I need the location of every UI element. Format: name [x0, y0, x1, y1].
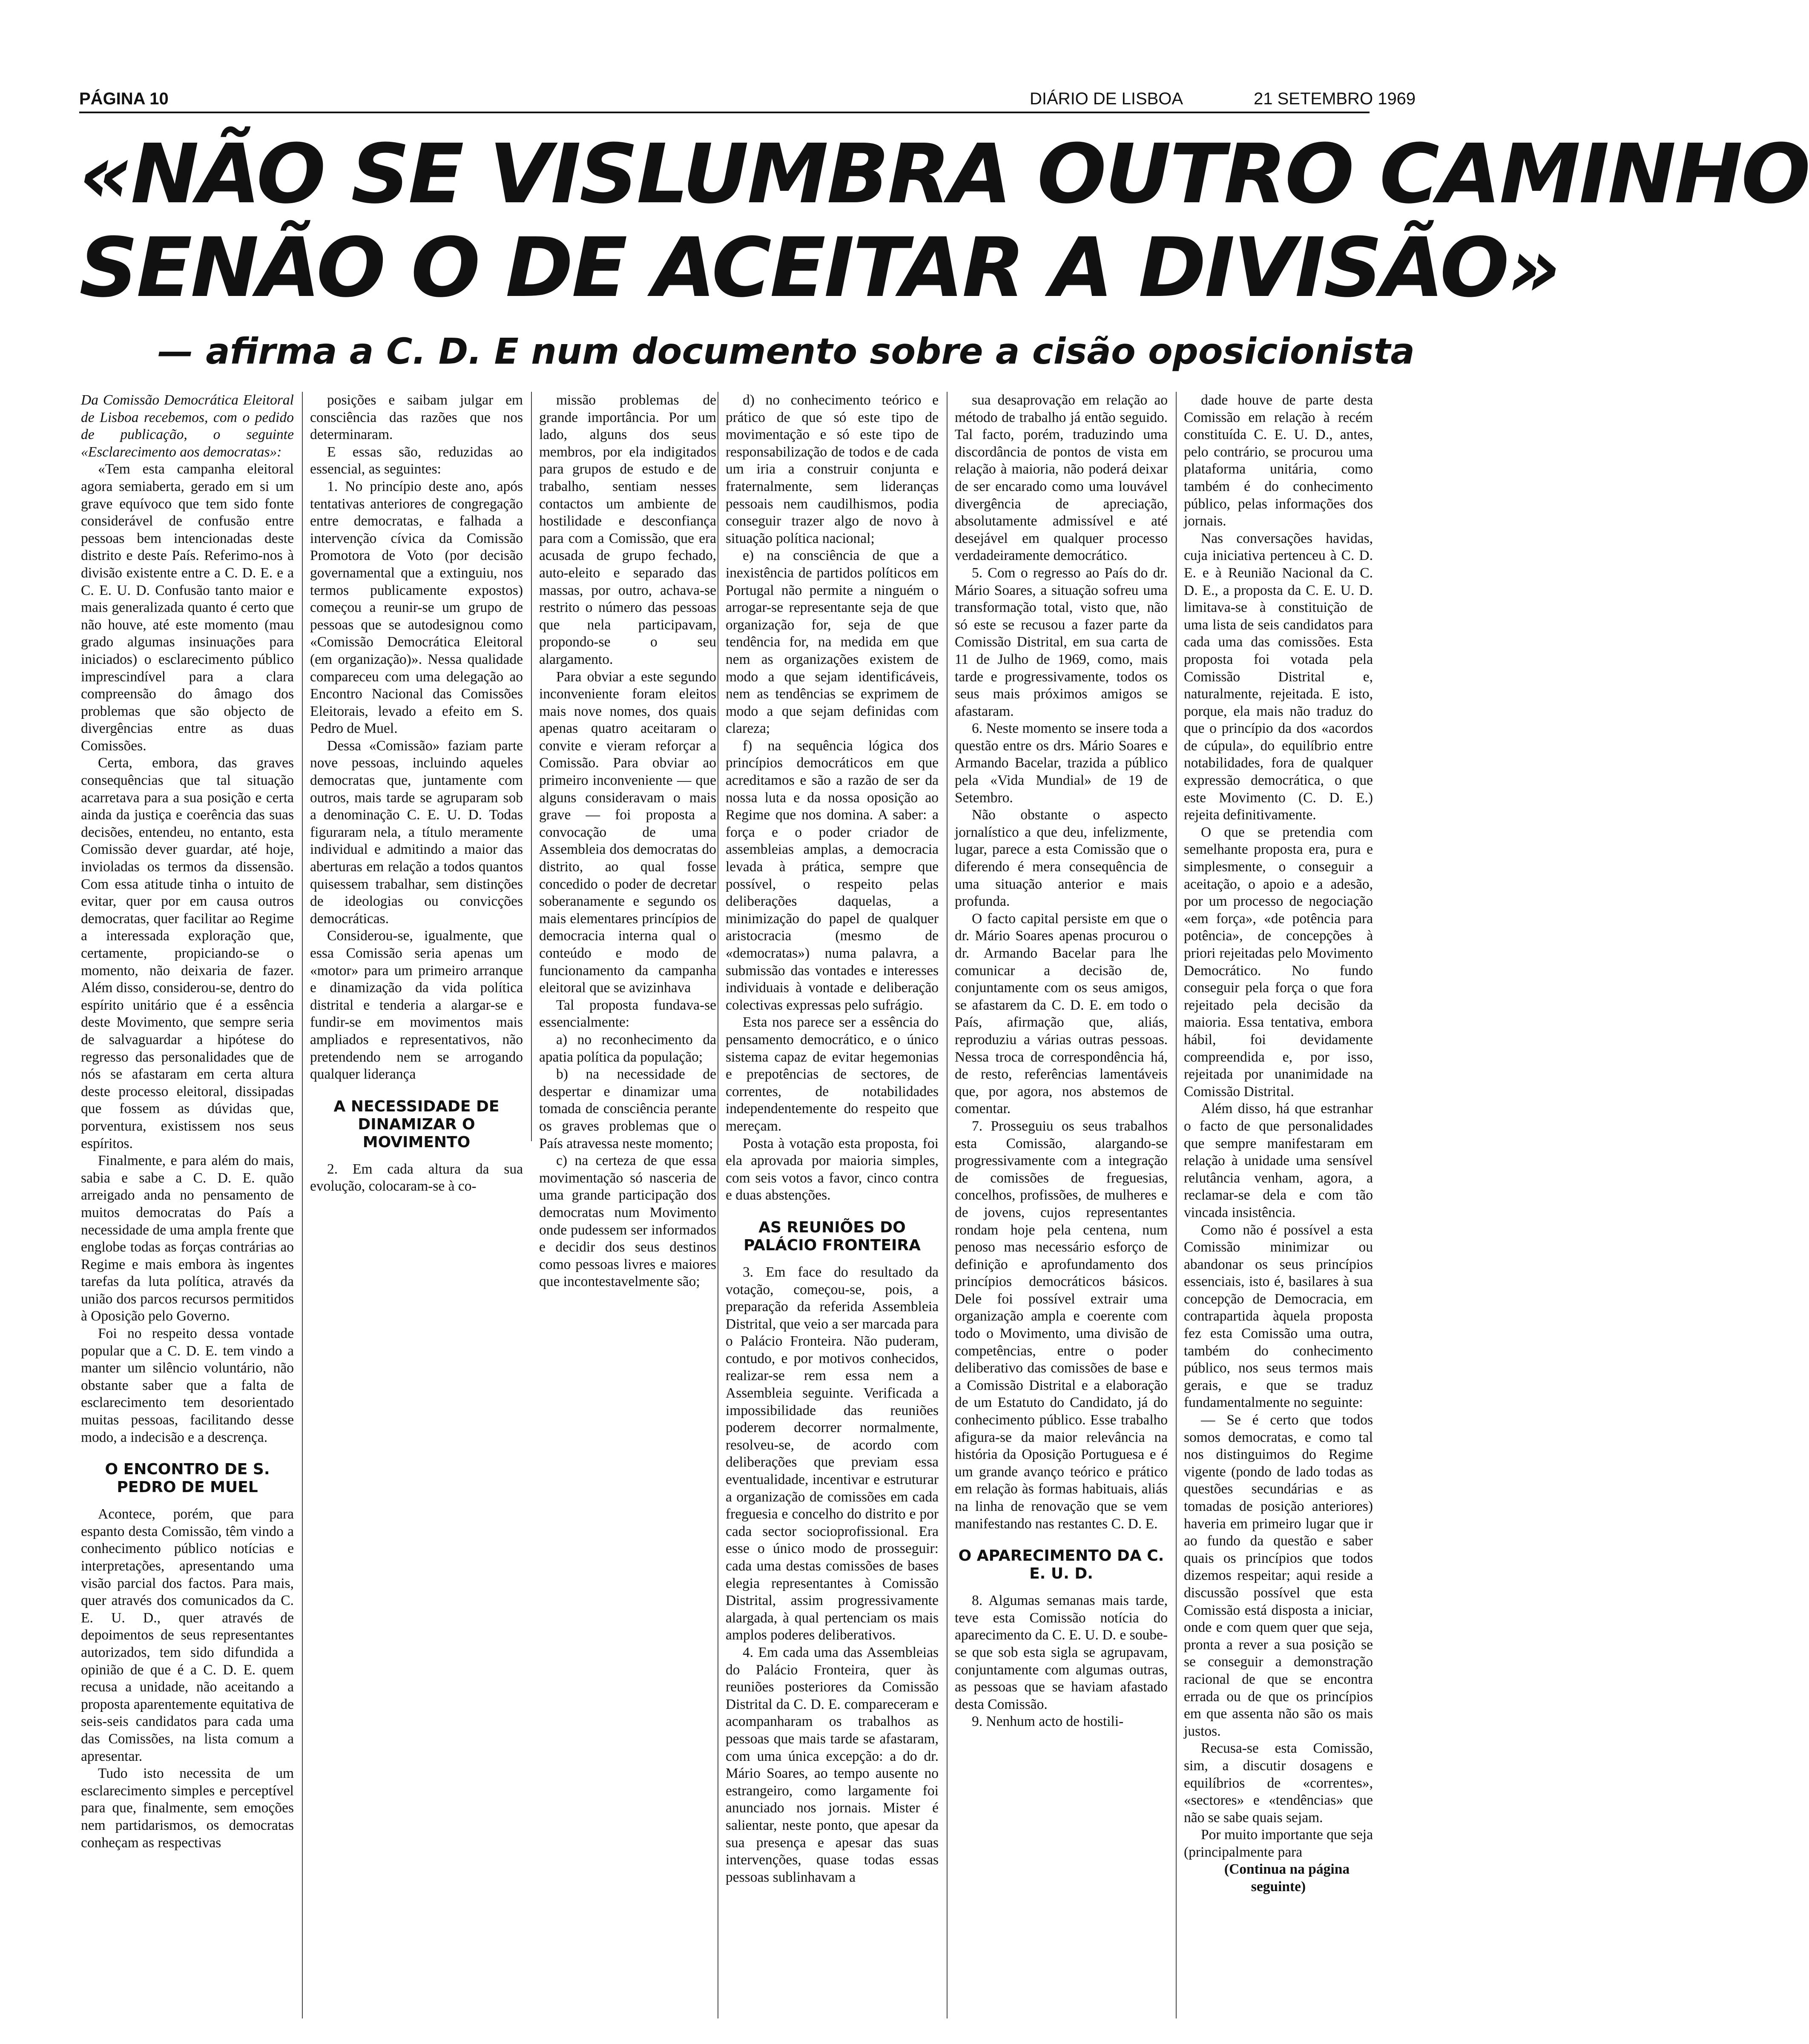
article-paragraph: «Tem esta campanha eleitoral agora semiaberta, gerado em si um grave equívoco que tem sido fonte considerável de confusão entre pessoas bem intencionadas deste distrito e deste País. Referimo-nos à divisão existente entre a C. D. E. e a C. E. U. D. Confusão tanto maior e mais generalizada quanto é certo que não houve, até este momento (mau grado algumas insinuações para iniciados) o esclarecimento público imprescindível para a clara compreensão do âmago dos problemas que são objecto de divergências entre as duas Comissões. — [81, 461, 294, 754]
article-paragraph: Dessa «Comissão» faziam parte nove pessoas, incluindo aqueles democratas que, juntamente com outros, mais tarde se agruparam sob a denominação C. E. U. D. Todas figuraram nela, a título meramente individual e admitindo a maior das aberturas em relação a todos quantos quisessem trabalhar, sem distinções de ideologias ou convicções democráticas. — [310, 738, 523, 927]
section-subheading: AS REUNIÕES DO PALÁCIO FRONTEIRA — [744, 1218, 921, 1254]
article-paragraph: a) no reconhecimento da apatia política da população; — [539, 1031, 716, 1065]
article-paragraph: Além disso, há que estranhar o facto de que personalidades que sempre manifestaram em relação à unidade uma sensível relutância venham, agora, a reclamar-se dela e com tão vincada insistência. — [1184, 1101, 1373, 1220]
header-rule — [79, 112, 1370, 113]
article-paragraph: O que se pretendia com semelhante proposta era, pura e simplesmente, o conseguir a aceitação, o apoio e a adesão, por um processo de negociação «em força», «de potência para potência», de concepções à priori rejeitadas pelo Movimento Democrático. No fundo conseguir pela força o que fora rejeitado pela decisão da maioria. Essa tentativa, embora hábil, foi devidamente compreendida e, por isso, rejeitada por unanimidade na Comissão Distrital. — [1184, 824, 1373, 1100]
section-subheading: A NECESSIDADE DE DINAMIZAR O MOVIMENTO — [333, 1097, 500, 1151]
article-column-2 — [310, 392, 523, 1194]
article-paragraph: Nas conversações havidas, cuja iniciativa pertenceu à C. D. E. e à Reunião Nacional da C. D. E., a proposta da C. E. U. D. limitava-se à constituição de uma lista de seis candidatos para cada uma das comissões. Esta proposta foi votada pela Comissão Distrital e, naturalmente, rejeitada. E isto, porque, ela mais não traduz do que o princípio da dos «acordos de cúpula», do equilíbrio entre notabilidades, fora de qualquer expressão democrática, o que este Movimento (C. D. E.) rejeita definitivamente. — [1184, 530, 1373, 823]
column-divider — [531, 392, 532, 1141]
subheadline: — afirma a C. D. E num documento sobre a cisão oposicionista — [158, 330, 1415, 372]
article-paragraph: 5. Com o regresso ao País do dr. Mário Soares, a situação sofreu uma transformação total, visto que, não só este se recusou a fazer parte da Comissão Distrital, em sua carta de 11 de Julho de 1969, como, mais tarde e progressivamente, todos os seus mais próximos amigos se afastaram. — [955, 565, 1168, 719]
article-paragraph: 3. Em face do resultado da votação, começou-se, pois, a preparação da referida Assembleia Distrital, que veio a ser marcada para o Palácio Fronteira. Não puderam, contudo, e por motivos conhecidos, realizar-se rem essa nem a Assembleia seguinte. Verificada a impossibilidade das reuniões poderem decorrer normalmente, resolveu-se, de acordo com deliberações que previam essa eventualidade, incentivar e estruturar a organização de comissões em cada freguesia e concelho do distrito e por cada sector socioprofissional. Era esse o único modo de prosseguir: cada uma destas comissões de bases elegia representantes à Comissão Distrital, assim progressivamente alargada, à qual pertenciam os mais amplos poderes deliberativos. — [726, 1264, 939, 1643]
article-paragraph: Finalmente, e para além do mais, sabia e sabe a C. D. E. quão arreigado anda no pensamento de muitos democratas do País a necessidade de uma ampla frente que englobe todas as forças contrárias ao Regime e mais embora às ingentes tarefas da luta política, através da união dos parcos recursos permitidos à Oposição pelo Governo. — [81, 1153, 294, 1324]
article-paragraph: Foi no respeito dessa vontade popular que a C. D. E. tem vindo a manter um silêncio voluntário, não obstante saber que a falta de esclarecimento tem desorientado muitas pessoas, facilitando desse modo, a indecisão e a descrença. — [81, 1326, 294, 1445]
article-paragraph: Como não é possível a esta Comissão minimizar ou abandonar os seus princípios essenciais, isto é, basilares à sua concepção de Democracia, em contrapartida àquela proposta fez esta Comissão uma outra, também do conhecimento público, nos seus termos mais gerais, e que se traduz fundamentalmente no seguinte: — [1184, 1222, 1373, 1411]
article-paragraph: 1. No princípio deste ano, após tentativas anteriores de congregação entre democratas, e falhada a intervenção cívica da Comissão Promotora de Voto (por decisão governamental que a extinguiu, nos termos publicamente expostos) começou a reunir-se um grupo de pessoas que se autodesignou como «Comissão Democrática Eleitoral (em organização)». Nessa qualidade compareceu com uma delegação ao Encontro Nacional das Comissões Eleitorais, levado a efeito em S. Pedro de Muel. — [310, 478, 523, 737]
article-paragraph: 9. Nenhum acto de hostili- — [972, 1714, 1124, 1730]
column-divider — [1176, 392, 1177, 2018]
article-paragraph: d) no conhecimento teórico e prático de que só este tipo de movimentação e só este tipo de responsabilização de todos e de cada um iria a construir conjunta e fraternalmente, sem lideranças pessoais nem caudilhismos, podia conseguir trazer algo de novo à situação política nacional; — [726, 392, 939, 546]
article-paragraph: 4. Em cada uma das Assembleias do Palácio Fronteira, quer às reuniões posteriores da Comissão Distrital da C. D. E. compareceram e acompanharam os trabalhos as pessoas que mais tarde se afastaram, com uma única excepção: a do dr. Mário Soares, ao tempo ausente no estrangeiro, como largamente foi anunciado nos jornais. Mister é salientar, neste ponto, que apesar da sua presença e apesar das suas intervenções, quase todas essas pessoas sublinhavam a — [726, 1644, 939, 1885]
article-column-1 — [81, 392, 294, 2027]
article-column-3 — [539, 392, 716, 1290]
article-paragraph: Recusa-se esta Comissão, sim, a discutir dosagens e equilíbrios de «correntes», «sectores» e «tendências» que não se sabe quais sejam. — [1184, 1740, 1373, 1826]
article-paragraph: 2. Em cada altura da sua evolução, colocaram-se à co- — [310, 1161, 523, 1194]
continued-note: (Continua na página seguinte) — [1224, 1861, 1350, 1895]
article-paragraph: Certa, embora, das graves consequências que tal situação acarretava para a sua posição e certa ainda da justiça e coerência das suas decisões, entendeu, no entanto, esta Comissão dever guardar, até hoje, invioladas os termos da dissensão. Com essa atitude tinha o intuito de evitar, quer por em causa outros democratas, quer facilitar ao Regime a interessada exploração que, certamente, propiciando-se o momento, não deixaria de fazer. Além disso, considerou-se, dentro do espírito unitário que é a essência deste Movimento, que sempre seria de salvaguardar a hipótese do regresso das personalidades que de nós se afastaram em certa altura deste processo eleitoral, dissipadas que fossem as dúvidas que, porventura, existissem nos seus espíritos. — [81, 755, 294, 1151]
article-paragraph: 8. Algumas semanas mais tarde, teve esta Comissão notícia do aparecimento da C. E. U. D. e soube-se que sob esta sigla se agrupavam, conjuntamente com algumas outras, as pessoas que se haviam afastado desta Comissão. — [955, 1593, 1168, 1712]
article-paragraph: c) na certeza de que essa movimentação só nasceria de uma grande participação dos democratas num Movimento onde pudessem ser informados e decidir dos seus destinos como pessoas livres e maiores que incontestavelmente são; — [539, 1153, 716, 1290]
article-paragraph: posições e saibam julgar em consciência das razões que nos determinaram. — [310, 392, 523, 443]
article-paragraph: Tal proposta fundava-se essencialmente: — [539, 997, 716, 1031]
article-paragraph: e) na consciência de que a inexistência de partidos políticos em Portugal não permite a ninguém o arrogar-se representante seja de que organização for, seja de que tendência for, na medida em que nem as organizações existem de modo a que sejam identificáveis, nem as tendências se exprimem de modo a que sejam definidas com clareza; — [726, 548, 939, 737]
article-paragraph: Por muito importante que seja (principalmente para — [1184, 1827, 1373, 1860]
article-paragraph: O facto capital persiste em que o dr. Mário Soares apenas procurou o dr. Armando Bacelar para lhe comunicar a decisão de, conjuntamente com os seus amigos, se afastarem da C. D. E. em todo o País, afirmação que, aliás, reproduziu a várias outras pessoas. Nessa troca de correspondência há, de resto, referências lamentáveis que, por agora, nos abstemos de comentar. — [955, 910, 1168, 1117]
column-divider — [947, 392, 948, 2018]
article-paragraph: dade houve de parte desta Comissão em relação à recém constituída C. E. U. D., antes, pelo contrário, se procurou uma plataforma unitária, como também é do conhecimento público, pelas informações dos jornais. — [1184, 392, 1373, 529]
article-paragraph: E essas são, reduzidas ao essencial, as seguintes: — [310, 444, 523, 477]
article-paragraph: Posta à votação esta proposta, foi ela aprovada por maioria simples, com seis votos a favor, cinco contra e duas abstenções. — [726, 1135, 939, 1203]
headline-line-2: SENÃO O DE ACEITAR A DIVISÃO» — [79, 221, 1559, 316]
headline-line-1: «NÃO SE VISLUMBRA OUTRO CAMINHO — [79, 127, 1809, 222]
column-divider — [302, 392, 303, 2018]
article-column-4 — [726, 392, 939, 2027]
newspaper-name: DIÁRIO DE LISBOA — [1030, 89, 1183, 108]
article-paragraph: 6. Neste momento se insere toda a questão entre os drs. Mário Soares e Armando Bacelar, trazida a público pela «Vida Mundial» de 19 de Setembro. — [955, 721, 1168, 806]
article-paragraph: Da Comissão Democrática Eleitoral de Lisboa recebemos, com o pedido de publicação, o seguinte «Esclarecimento aos democratas»: — [81, 392, 294, 460]
article-paragraph: Para obviar a este segundo inconveniente foram eleitos mais nove nomes, dos quais apenas quatro aceitaram o convite e vieram reforçar a Comissão. Para obviar ao primeiro inconveniente — que alguns consideravam o mais grave — foi proposta a convocação de uma Assembleia dos democratas do distrito, ao qual fosse concedido o poder de decretar soberanamente e segundo os mais elementares princípios de democracia interna qual o conteúdo e modo de funcionamento da campanha eleitoral que se avizinhava — [539, 669, 716, 996]
article-column-6 — [1184, 392, 1373, 1895]
article-paragraph: missão problemas de grande importância. Por um lado, alguns dos seus membros, por ela indigitados para grupos de estudo e de trabalho, sentiam nesses contactos um ambiente de hostilidade e desconfiança para com a Comissão, que era acusada de grupo fechado, auto-eleito e separado das massas, por outro, achava-se restrito o número das pessoas que nela participavam, propondo-se o seu alargamento. — [539, 392, 716, 667]
article-paragraph: b) na necessidade de despertar e dinamizar uma tomada de consciência perante os graves problemas que o País atravessa neste momento; — [539, 1066, 716, 1151]
section-subheading: O ENCONTRO DE S. PEDRO DE MUEL — [105, 1461, 270, 1496]
issue-date: 21 SETEMBRO 1969 — [1254, 89, 1416, 108]
article-paragraph: Considerou-se, igualmente, que essa Comissão seria apenas um «motor» para um primeiro arranque e dinamização da vida política distrital e tenderia a alargar-se e fundir-se em movimentos mais ampliados e representativos, não pretendendo nem se arrogando qualquer liderança — [310, 928, 523, 1082]
article-paragraph: Tudo isto necessita de um esclarecimento simples e perceptível para que, finalmente, sem emoções nem partidarismos, os democratas conheçam as respectivas — [81, 1766, 294, 1851]
section-subheading: O APARECIMENTO DA C. E. U. D. — [958, 1547, 1164, 1583]
article-paragraph: sua desaprovação em relação ao método de trabalho já então seguido. Tal facto, porém, traduzindo uma discordância de pontos de vista em relação à maioria, não poderá deixar de ser encarado como uma louvável divergência de apreciação, absolutamente admissível e até desejável em qualquer processo verdadeiramente democrático. — [955, 392, 1168, 564]
article-paragraph: f) na sequência lógica dos princípios democráticos em que acreditamos e são a razão de ser da nossa luta e da nossa oposição ao Regime que nos domina. A saber: a força e o poder criador de assembleias amplas, a democracia levada à prática, sempre que possível, o respeito pelas deliberações daquelas, a minimização do papel de qualquer aristocracia (mesmo de «democratas») numa palavra, a submissão das vontades e interesses individuais à vontade e deliberação colectivas expressas pelo sufrágio. — [726, 738, 939, 1013]
page-number: PÁGINA 10 — [79, 89, 169, 108]
article-column-5 — [955, 392, 1168, 1895]
article-paragraph: Acontece, porém, que para espanto desta Comissão, têm vindo a conhecimento público notícias e interpretações, apresentando uma visão parcial dos factos. Para mais, quer através dos comunicados da C. E. U. D., quer através de depoimentos de seus representantes autorizados, tem sido difundida a opinião de que é a C. D. E. quem recusa a unidade, não aceitando a proposta aparentemente equitativa de seis-seis candidatos para cada uma das Comissões, na lista comum a apresentar. — [81, 1506, 294, 1764]
article-paragraph: — Se é certo que todos somos democratas, e como tal nos distinguimos do Regime vigente (pondo de lado todas as questões secundárias e as tomadas de posição anteriores) haveria em primeiro lugar que ir ao fundo da questão e saber quais os princípios que todos dizemos respeitar; aqui reside a discussão possível que esta Comissão está disposta a iniciar, onde e com quem quer que seja, pronta a rever a sua posição se se conseguir a demonstração racional de que se encontra errada ou de que os princípios em que assenta não são os mais justos. — [1184, 1412, 1373, 1739]
article-paragraph: Esta nos parece ser a essência do pensamento democrático, e o único sistema capaz de evitar hegemonias e prepotências de sectores, de correntes, de notabilidades independentemente do respeito que mereçam. — [726, 1014, 939, 1134]
article-paragraph: Não obstante o aspecto jornalístico a que deu, infelizmente, lugar, parece a esta Comissão que o diferendo é mera consequência de uma situação anterior e mais profunda. — [955, 807, 1168, 910]
article-paragraph: 7. Prosseguiu os seus trabalhos esta Comissão, alargando-se progressivamente com a integração de comissões de freguesias, concelhos, profissões, de mulheres e de jovens, cujos representantes rondam hoje pela centena, num penoso mas necessário esforço de definição e aprofundamento dos princípios democráticos básicos. Dele foi possível extrair uma organização ampla e coerente com todo o Movimento, uma divisão de competências, entre o poder deliberativo das comissões de base e a Comissão Distrital e a elaboração de um Estatuto do Candidato, já do conhecimento público. Esse trabalho afigura-se da maior relevância na história da Oposição Portuguesa e é um grande avanço teórico e prático em relação às formas habituais, aliás na linha de renovação que se vem manifestando nas restantes C. D. E. — [955, 1118, 1168, 1532]
